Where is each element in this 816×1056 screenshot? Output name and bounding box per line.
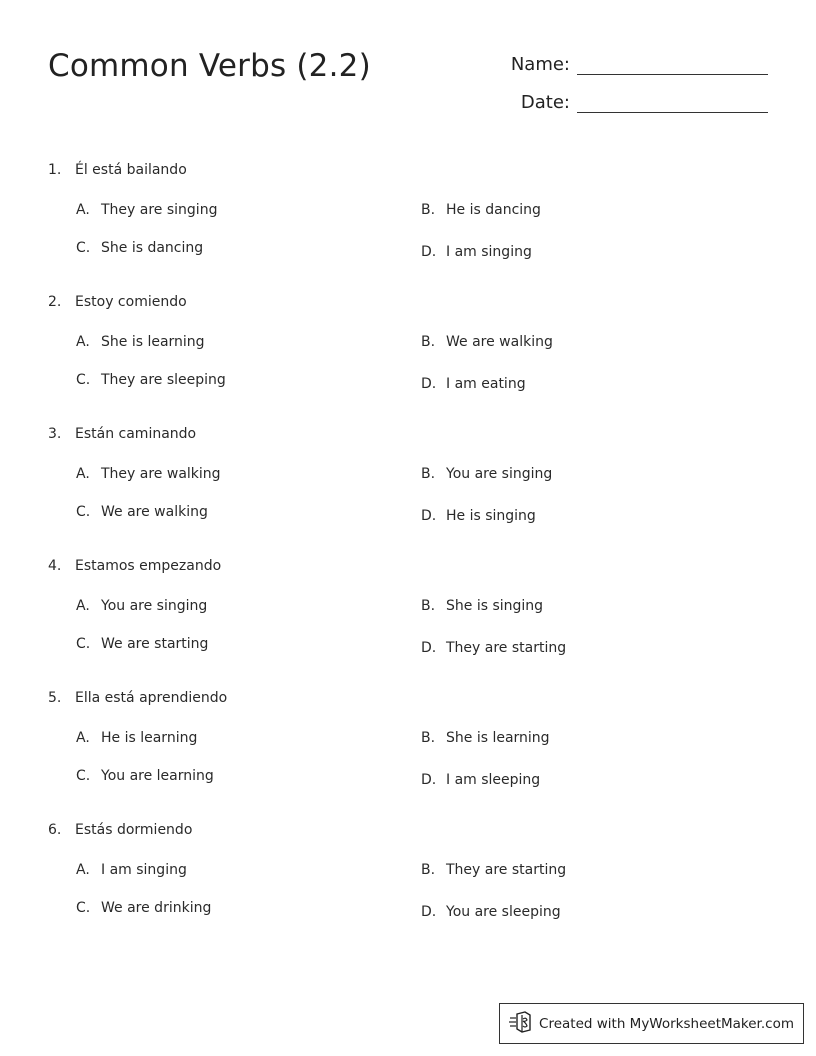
option-d (421, 244, 532, 260)
option-text: They are singing (101, 202, 218, 218)
option-b (421, 598, 543, 614)
option-text: We are walking (101, 504, 208, 520)
question-number: 5. (48, 690, 62, 706)
option-text: They are starting (446, 640, 567, 656)
option-letter: A. (76, 598, 90, 614)
option-b (421, 334, 553, 350)
option-letter: B. (421, 202, 436, 218)
question-prompt: Estás dormiendo (75, 822, 193, 838)
option-text: She is learning (101, 334, 205, 350)
option-letter: A. (76, 730, 90, 746)
option-text: We are starting (101, 636, 209, 652)
question-1 (48, 160, 768, 292)
option-letter: D. (421, 244, 437, 260)
question-prompt: Ella está aprendiendo (75, 690, 228, 706)
date-label: Date: (520, 92, 570, 113)
question-4 (48, 556, 768, 688)
option-b (421, 862, 566, 878)
question-stem (48, 822, 192, 838)
page-title: Common Verbs (2.2) (48, 48, 371, 84)
option-text: You are learning (101, 768, 214, 784)
question-number: 3. (48, 426, 62, 442)
option-d (421, 640, 566, 656)
option-text: He is learning (101, 730, 198, 746)
question-stem (48, 294, 187, 310)
question-5 (48, 688, 768, 820)
question-2 (48, 292, 768, 424)
option-text: I am singing (101, 862, 187, 878)
date-blank-line (577, 92, 768, 113)
question-3 (48, 424, 768, 556)
option-letter: C. (76, 900, 91, 916)
option-c (76, 768, 214, 784)
option-letter: B. (421, 334, 436, 350)
option-text: He is singing (446, 508, 536, 524)
question-prompt: Están caminando (75, 426, 197, 442)
option-b (421, 466, 552, 482)
question-number: 4. (48, 558, 62, 574)
name-blank-line (577, 54, 768, 75)
option-text: She is learning (446, 730, 550, 746)
option-d (421, 376, 526, 392)
option-text: He is dancing (446, 202, 541, 218)
option-d (421, 772, 540, 788)
question-number: 2. (48, 294, 62, 310)
option-letter: A. (76, 334, 90, 350)
option-text: She is singing (446, 598, 544, 614)
question-stem (48, 162, 187, 178)
question-6 (48, 820, 768, 952)
option-text: I am singing (446, 244, 532, 260)
option-text: We are walking (446, 334, 553, 350)
option-b (421, 730, 550, 746)
worksheet-maker-logo-icon (509, 1011, 539, 1037)
option-a (76, 466, 221, 482)
option-text: You are sleeping (446, 904, 561, 920)
option-c (76, 372, 226, 388)
name-label: Name: (510, 54, 570, 75)
question-stem (48, 426, 196, 442)
option-text: They are starting (446, 862, 567, 878)
option-letter: D. (421, 772, 437, 788)
option-d (421, 508, 536, 524)
option-text: They are walking (101, 466, 221, 482)
option-a (76, 334, 205, 350)
option-a (76, 862, 187, 878)
option-d (421, 904, 561, 920)
option-text: You are singing (101, 598, 208, 614)
question-stem (48, 558, 221, 574)
question-prompt: Estoy comiendo (75, 294, 187, 310)
option-text: You are singing (446, 466, 553, 482)
option-letter: B. (421, 862, 436, 878)
option-letter: C. (76, 504, 91, 520)
option-letter: C. (76, 240, 91, 256)
option-letter: A. (76, 862, 90, 878)
option-text: We are drinking (101, 900, 212, 916)
option-letter: D. (421, 376, 437, 392)
question-prompt: Estamos empezando (75, 558, 222, 574)
option-text: I am sleeping (446, 772, 541, 788)
option-c (76, 504, 208, 520)
option-a (76, 730, 197, 746)
option-a (76, 202, 217, 218)
option-text: She is dancing (101, 240, 204, 256)
option-letter: C. (76, 372, 91, 388)
question-stem (48, 690, 227, 706)
question-list (48, 160, 768, 952)
option-c (76, 636, 208, 652)
option-letter: D. (421, 904, 437, 920)
option-text: They are sleeping (101, 372, 226, 388)
question-prompt: Él está bailando (75, 162, 187, 178)
question-number: 6. (48, 822, 62, 838)
option-letter: C. (76, 768, 91, 784)
option-letter: A. (76, 466, 90, 482)
option-c (76, 240, 203, 256)
date-field (521, 92, 768, 113)
option-letter: B. (421, 730, 436, 746)
option-letter: D. (421, 640, 437, 656)
footer-credit[interactable] (499, 1003, 804, 1044)
footer-text: Created with MyWorksheetMaker.com (539, 1015, 794, 1032)
option-letter: A. (76, 202, 90, 218)
option-letter: C. (76, 636, 91, 652)
option-letter: D. (421, 508, 437, 524)
option-a (76, 598, 207, 614)
option-b (421, 202, 541, 218)
option-c (76, 900, 211, 916)
option-text: I am eating (446, 376, 526, 392)
option-letter: B. (421, 466, 436, 482)
option-letter: B. (421, 598, 436, 614)
question-number: 1. (48, 162, 62, 178)
name-field (511, 54, 768, 75)
